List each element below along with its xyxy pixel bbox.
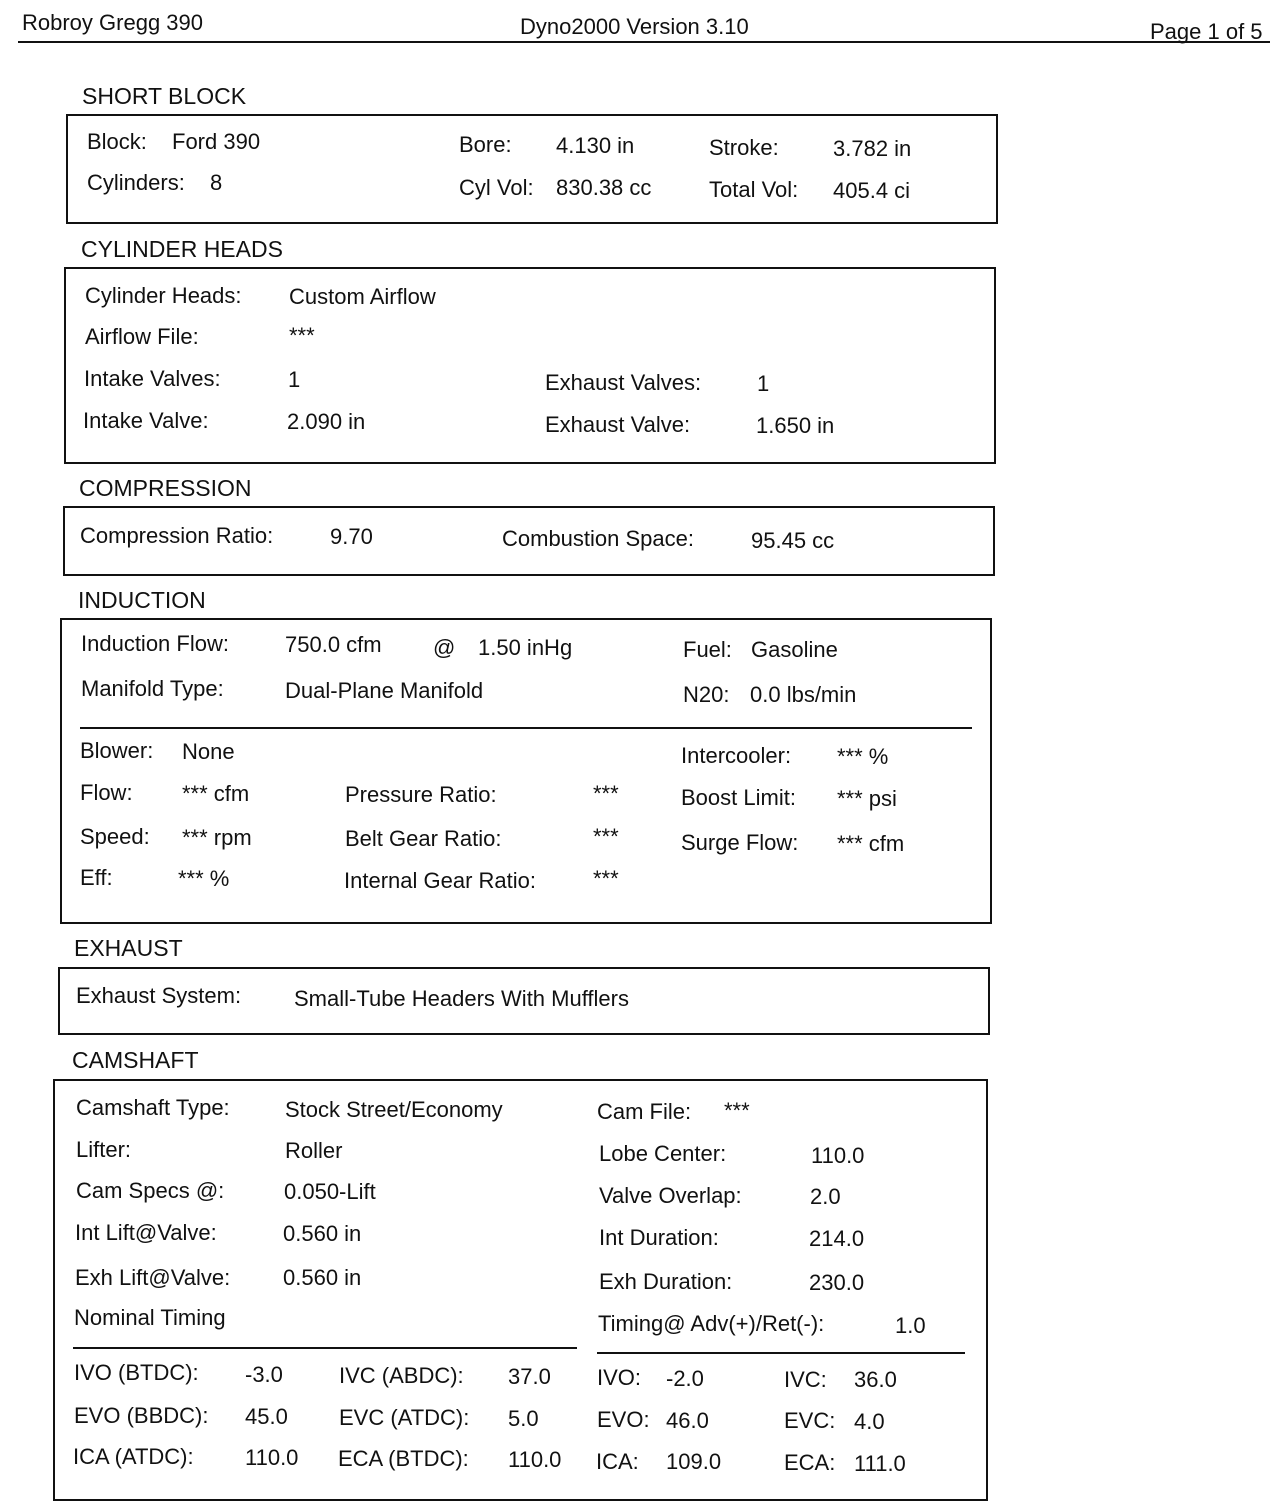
speed-label: Speed: [80, 824, 150, 849]
boost-limit-value: *** psi [837, 786, 897, 811]
boost-limit-label: Boost Limit: [681, 785, 796, 810]
evo-bbdc-value: 45.0 [245, 1404, 288, 1429]
exhaust-system-value: Small-Tube Headers With Mufflers [294, 986, 629, 1011]
evc-atdc-label: EVC (ATDC): [339, 1405, 470, 1430]
nominal-timing-label: Nominal Timing [74, 1305, 226, 1330]
int-duration-label: Int Duration: [599, 1225, 719, 1250]
report-title: Robroy Gregg 390 [22, 10, 203, 35]
page-number: Page 1 of 5 [1150, 19, 1263, 44]
eca-btdc-value: 110.0 [508, 1447, 562, 1472]
intake-valve-label: Intake Valve: [83, 408, 209, 433]
pressure-ratio-label: Pressure Ratio: [345, 782, 497, 807]
airflow-file-label: Airflow File: [85, 324, 199, 349]
fuel-value: Gasoline [751, 637, 838, 662]
lifter-label: Lifter: [76, 1137, 132, 1162]
exh-lift-value: 0.560 in [283, 1265, 362, 1290]
n2o-value: 0.0 lbs/min [750, 682, 857, 707]
total-vol-label: Total Vol: [709, 177, 799, 202]
induction-pressure-value: 1.50 inHg [478, 635, 573, 660]
ivc-adv-label: IVC: [784, 1367, 827, 1392]
ivc-adv-value: 36.0 [854, 1367, 897, 1392]
cylinders-label: Cylinders: [87, 170, 185, 195]
cam-file-value: *** [724, 1098, 750, 1123]
ica-atdc-value: 110.0 [245, 1445, 299, 1470]
bore-value: 4.130 in [556, 133, 635, 158]
intake-valves-value: 1 [288, 367, 301, 392]
intercooler-label: Intercooler: [681, 743, 792, 768]
section-title: CAMSHAFT [72, 1047, 199, 1073]
int-lift-label: Int Lift@Valve: [75, 1220, 217, 1245]
evo-adv-value: 46.0 [666, 1408, 709, 1433]
exhaust-valves-value: 1 [757, 371, 770, 396]
blower-value: None [182, 739, 235, 764]
induction-divider [80, 727, 972, 729]
section-title: CYLINDER HEADS [81, 236, 283, 262]
compression-ratio-value: 9.70 [330, 524, 373, 549]
section-title: EXHAUST [74, 935, 183, 961]
header-rule [18, 41, 1270, 43]
lobe-center-label: Lobe Center: [599, 1141, 727, 1166]
evc-atdc-value: 5.0 [508, 1406, 539, 1431]
n2o-label: N20: [683, 682, 730, 707]
ivc-abdc-label: IVC (ABDC): [339, 1363, 464, 1388]
exh-lift-label: Exh Lift@Valve: [75, 1265, 231, 1290]
program-version: Dyno2000 Version 3.10 [520, 14, 749, 39]
block-value: Ford 390 [172, 129, 261, 154]
cylinders-value: 8 [210, 170, 223, 195]
at-symbol: @ [433, 635, 456, 660]
exhaust-valve-label: Exhaust Valve: [545, 412, 691, 437]
section-title: COMPRESSION [79, 475, 252, 501]
belt-gear-ratio-label: Belt Gear Ratio: [345, 826, 502, 851]
camshaft-type-label: Camshaft Type: [76, 1095, 230, 1120]
speed-value: *** rpm [182, 825, 252, 850]
bore-label: Bore: [459, 132, 512, 157]
evc-adv-value: 4.0 [854, 1409, 885, 1434]
cam-specs-label: Cam Specs @: [76, 1178, 225, 1203]
int-duration-value: 214.0 [809, 1226, 865, 1251]
ivc-abdc-value: 37.0 [508, 1364, 551, 1389]
lobe-center-value: 110.0 [811, 1143, 865, 1168]
timing-adv-ret-value: 1.0 [895, 1313, 926, 1338]
timing-adv-ret-label: Timing@ Adv(+)/Ret(-): [598, 1311, 825, 1336]
internal-gear-ratio-value: *** [593, 866, 619, 891]
evo-bbdc-label: EVO (BBDC): [74, 1403, 209, 1428]
valve-overlap-value: 2.0 [810, 1184, 841, 1209]
induction-flow-label: Induction Flow: [81, 631, 229, 656]
exh-duration-label: Exh Duration: [599, 1269, 733, 1294]
total-vol-value: 405.4 ci [833, 178, 911, 203]
ica-adv-label: ICA: [596, 1449, 639, 1474]
ica-adv-value: 109.0 [666, 1449, 722, 1474]
block-label: Block: [87, 129, 147, 154]
ivo-btdc-value: -3.0 [245, 1362, 283, 1387]
camshaft-type-value: Stock Street/Economy [285, 1097, 503, 1122]
blower-flow-value: *** cfm [182, 781, 250, 806]
cam-file-label: Cam File: [597, 1099, 692, 1124]
compression-ratio-label: Compression Ratio: [80, 523, 274, 548]
blower-flow-label: Flow: [80, 780, 133, 805]
advanced-timing-divider [597, 1352, 965, 1354]
surge-flow-value: *** cfm [837, 831, 905, 856]
int-lift-value: 0.560 in [283, 1221, 362, 1246]
ivo-btdc-label: IVO (BTDC): [74, 1360, 199, 1385]
cylinder-heads-label: Cylinder Heads: [85, 283, 242, 308]
internal-gear-ratio-label: Internal Gear Ratio: [344, 868, 536, 893]
ivo-adv-label: IVO: [597, 1365, 642, 1390]
belt-gear-ratio-value: *** [593, 824, 619, 849]
eca-btdc-label: ECA (BTDC): [338, 1446, 469, 1471]
blower-label: Blower: [80, 738, 154, 763]
stroke-value: 3.782 in [833, 136, 912, 161]
manifold-type-label: Manifold Type: [81, 676, 224, 701]
cyl-vol-label: Cyl Vol: [459, 175, 534, 200]
evo-adv-label: EVO: [597, 1407, 650, 1432]
valve-overlap-label: Valve Overlap: [599, 1183, 742, 1208]
combustion-space-value: 95.45 cc [751, 528, 835, 553]
exhaust-valve-value: 1.650 in [756, 413, 835, 438]
stroke-label: Stroke: [709, 135, 779, 160]
combustion-space-label: Combustion Space: [502, 526, 694, 551]
cyl-vol-value: 830.38 cc [556, 175, 652, 200]
exh-duration-value: 230.0 [809, 1270, 865, 1295]
cylinder-heads-value: Custom Airflow [289, 284, 436, 309]
intercooler-value: *** % [837, 744, 889, 769]
ivo-adv-value: -2.0 [666, 1366, 704, 1391]
exhaust-system-label: Exhaust System: [76, 983, 242, 1008]
evc-adv-label: EVC: [784, 1408, 836, 1433]
surge-flow-label: Surge Flow: [681, 830, 799, 855]
section-title: SHORT BLOCK [82, 83, 247, 109]
eca-adv-value: 111.0 [854, 1451, 906, 1476]
ica-atdc-label: ICA (ATDC): [73, 1444, 194, 1469]
airflow-file-value: *** [289, 323, 315, 348]
eca-adv-label: ECA: [784, 1450, 836, 1475]
nominal-timing-divider [73, 1347, 577, 1349]
pressure-ratio-value: *** [593, 781, 619, 806]
cam-specs-value: 0.050-Lift [284, 1179, 376, 1204]
eff-label: Eff: [80, 865, 113, 890]
manifold-type-value: Dual-Plane Manifold [285, 678, 484, 703]
eff-value: *** % [178, 866, 230, 891]
fuel-label: Fuel: [683, 637, 732, 662]
induction-flow-value: 750.0 cfm [285, 632, 382, 657]
lifter-value: Roller [285, 1138, 343, 1163]
intake-valves-label: Intake Valves: [84, 366, 221, 391]
intake-valve-value: 2.090 in [287, 409, 366, 434]
section-title: INDUCTION [78, 587, 206, 613]
exhaust-valves-label: Exhaust Valves: [545, 370, 702, 395]
